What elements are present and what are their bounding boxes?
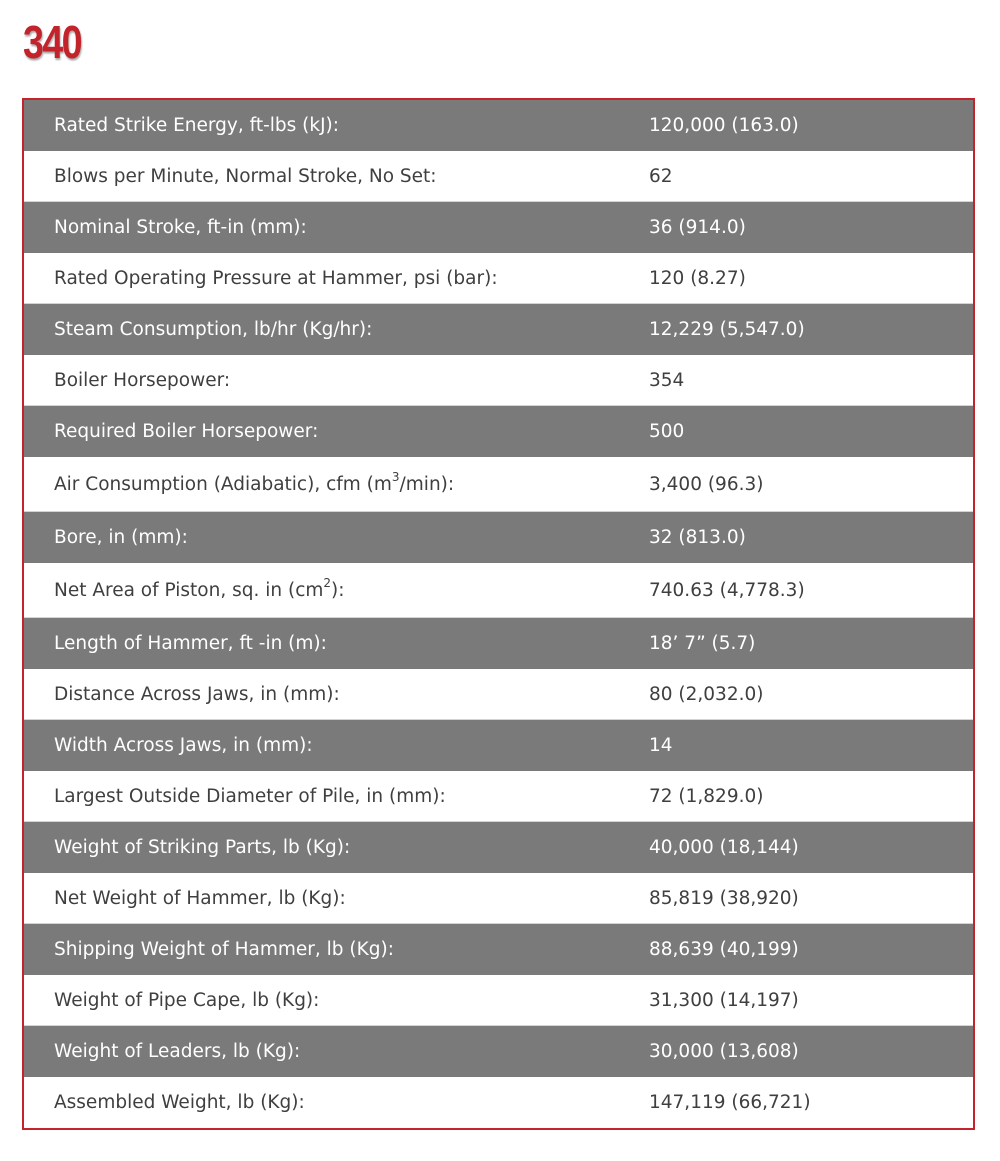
spec-label: Boiler Horsepower: [54, 369, 231, 391]
spec-value: 88,639 (40,199) [649, 938, 799, 960]
spec-label: Width Across Jaws, in (mm): [54, 734, 313, 756]
spec-label: Weight of Striking Parts, lb (Kg): [54, 836, 351, 858]
spec-label: Required Boiler Horsepower: [54, 420, 319, 442]
spec-label: Largest Outside Diameter of Pile, in (mm): [54, 785, 446, 807]
spec-value: 354 [649, 369, 685, 391]
spec-value: 18’ 7” (5.7) [649, 632, 756, 654]
spec-label: Length of Hammer, ft -in (m): [54, 632, 327, 654]
spec-row [24, 355, 973, 406]
spec-value: 30,000 (13,608) [649, 1040, 799, 1062]
spec-row [24, 512, 973, 563]
spec-label-text: Net Area of Piston, sq. in (cm [54, 579, 324, 601]
spec-row [24, 1077, 973, 1128]
spec-value: 147,119 (66,721) [649, 1092, 811, 1113]
spec-row [24, 873, 973, 924]
spec-label-text: Air Consumption (Adiabatic), cfm (m [54, 473, 392, 495]
spec-table [22, 98, 975, 1130]
spec-label [24, 575, 649, 601]
spec-label: Steam Consumption, lb/hr (Kg/hr): [54, 318, 373, 340]
spec-label [24, 469, 649, 495]
spec-label-superscript: 2 [323, 575, 332, 590]
spec-label: Weight of Pipe Cape, lb (Kg): [54, 989, 320, 1011]
spec-label: Bore, in (mm): [54, 526, 188, 548]
spec-value: 120,000 (163.0) [649, 114, 799, 136]
spec-label: Distance Across Jaws, in (mm): [54, 683, 340, 705]
spec-value: 740.63 (4,778.3) [649, 579, 805, 601]
model-title: 340 [23, 16, 82, 68]
spec-label: Weight of Leaders, lb (Kg): [54, 1040, 301, 1062]
spec-row [24, 406, 973, 457]
spec-row [24, 975, 973, 1026]
spec-row [24, 1026, 973, 1077]
spec-row [24, 669, 973, 720]
spec-value: 32 (813.0) [649, 526, 746, 548]
spec-value: 85,819 (38,920) [649, 887, 799, 909]
spec-row [24, 771, 973, 822]
spec-row [24, 563, 973, 618]
spec-value: 62 [649, 165, 673, 187]
spec-value: 12,229 (5,547.0) [649, 318, 805, 340]
spec-row [24, 253, 973, 304]
spec-label: Blows per Minute, Normal Stroke, No Set: [54, 165, 437, 187]
spec-label: Nominal Stroke, ft-in (mm): [54, 216, 307, 238]
spec-label: Assembled Weight, lb (Kg): [54, 1092, 305, 1113]
spec-label-text: ): [331, 579, 345, 601]
spec-value: 500 [649, 420, 685, 442]
spec-label-superscript: 3 [391, 469, 400, 484]
spec-value: 14 [649, 734, 673, 756]
spec-row [24, 618, 973, 669]
spec-row [24, 151, 973, 202]
spec-value: 80 (2,032.0) [649, 683, 764, 705]
spec-label-text: /min): [399, 473, 455, 495]
spec-value: 36 (914.0) [649, 216, 746, 238]
spec-label: Rated Strike Energy, ft-lbs (kJ): [54, 114, 339, 136]
spec-row [24, 924, 973, 975]
spec-row [24, 202, 973, 253]
spec-label: Rated Operating Pressure at Hammer, psi (bar): [54, 267, 498, 289]
spec-label: Net Weight of Hammer, lb (Kg): [54, 887, 346, 909]
spec-value: 120 (8.27) [649, 267, 746, 289]
spec-value: 31,300 (14,197) [649, 989, 799, 1011]
spec-value: 3,400 (96.3) [649, 473, 764, 495]
spec-value: 72 (1,829.0) [649, 785, 764, 807]
spec-row [24, 100, 973, 151]
spec-value: 40,000 (18,144) [649, 836, 799, 858]
spec-row [24, 304, 973, 355]
spec-row [24, 720, 973, 771]
spec-row [24, 822, 973, 873]
spec-row [24, 457, 973, 512]
spec-label: Shipping Weight of Hammer, lb (Kg): [54, 938, 394, 960]
